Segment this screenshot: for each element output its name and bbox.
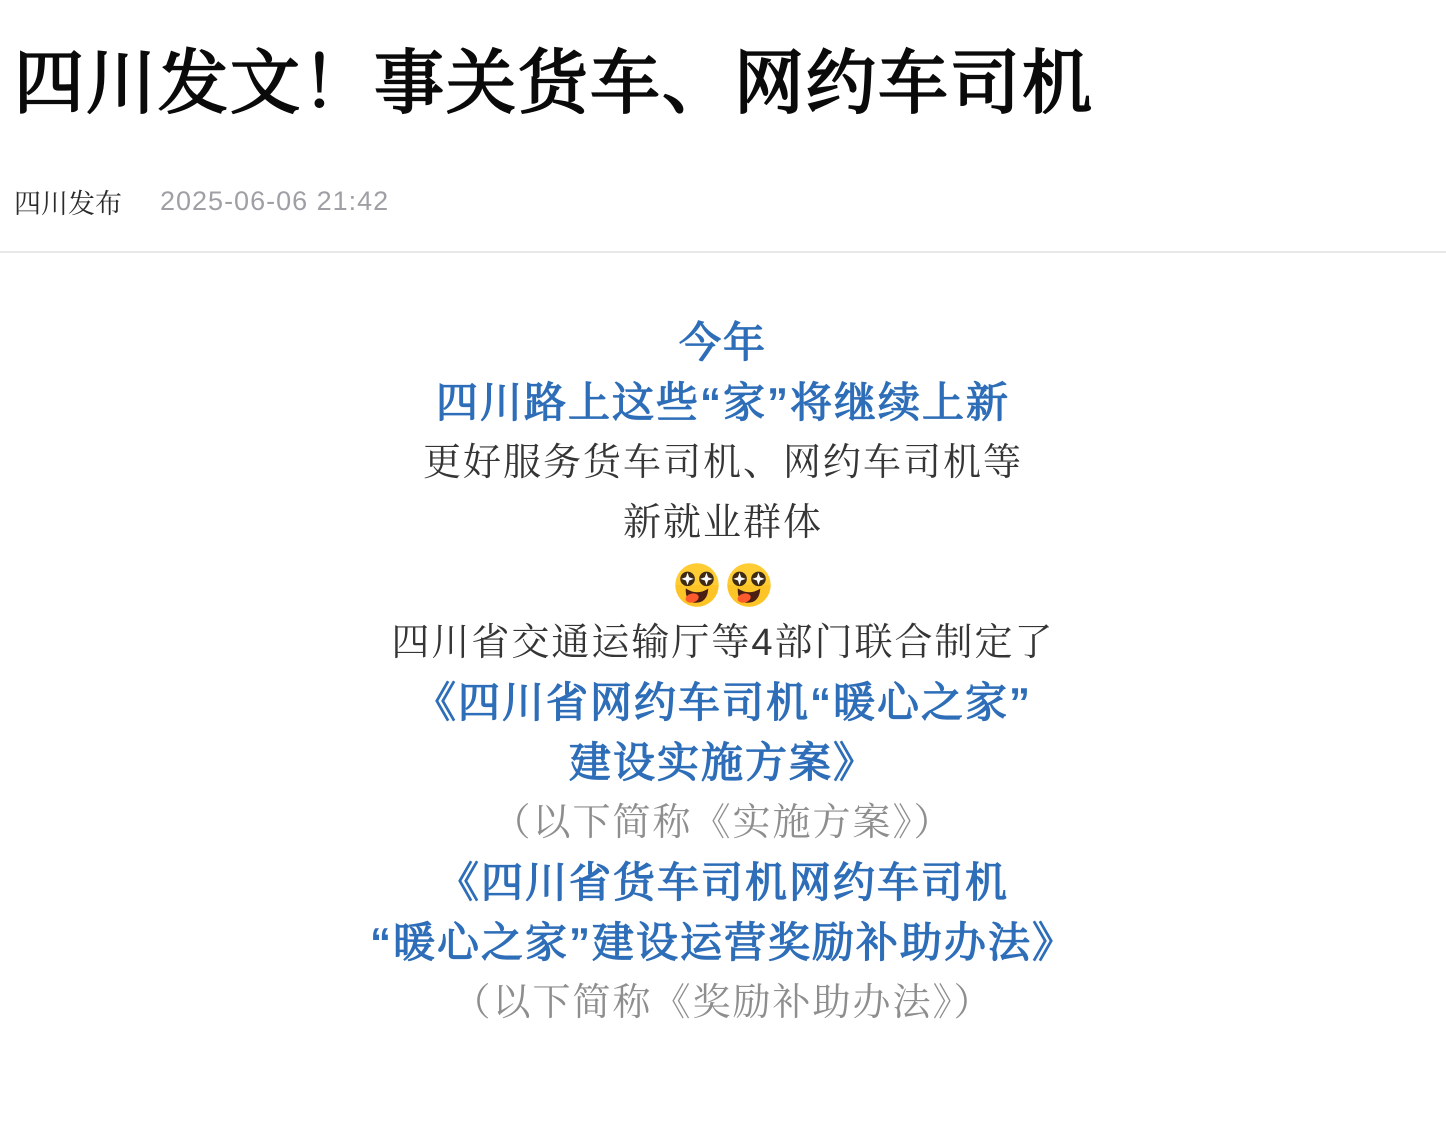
body-line: 四川省交通运输厅等4部门联合制定了 (391, 621, 1055, 664)
body-line: 四川路上这些“家”将继续上新 (435, 378, 1010, 426)
header-divider (0, 251, 1446, 253)
article-source-link[interactable]: 四川发布 (14, 188, 122, 219)
body-line: 新就业群体 (622, 501, 823, 544)
article-page (0, 46, 1446, 1130)
body-line: 《四川省货车司机网约车司机 (436, 858, 1009, 906)
article-title: 四川发文！事关货车、网约车司机 (14, 44, 1094, 122)
body-line: （以下简称《实施方案》） (492, 801, 954, 844)
body-line: 今年 (678, 318, 767, 366)
body-line: 《四川省网约车司机“暖心之家” (413, 678, 1032, 726)
body-line: 建设实施方案》 (568, 738, 877, 786)
emoji-line (0, 553, 1446, 613)
article-meta (14, 182, 1432, 221)
body-line: “暖心之家”建设运营奖励补助办法》 (369, 918, 1076, 966)
article-body (0, 313, 1446, 1033)
star-struck-emoji (726, 562, 772, 608)
body-line: 更好服务货车司机、网约车司机等 (422, 441, 1023, 484)
body-line: （以下简称《奖励补助办法》） (452, 981, 994, 1024)
article-timestamp: 2025-06-06 21:42 (160, 185, 390, 216)
star-struck-emoji (674, 562, 720, 608)
